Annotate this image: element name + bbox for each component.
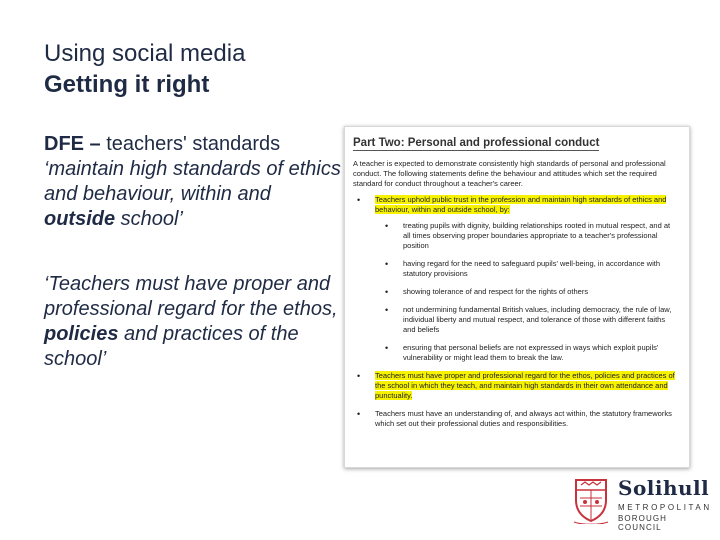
document-excerpt bbox=[344, 126, 690, 468]
quote-ethos bbox=[44, 272, 344, 372]
bullet-icon: • bbox=[385, 305, 389, 315]
quote1-part2: school’ bbox=[115, 208, 183, 230]
crest-icon bbox=[572, 476, 610, 524]
slide-title bbox=[44, 38, 245, 100]
logo-name: Solihull bbox=[618, 476, 710, 500]
list-item bbox=[353, 195, 679, 363]
bullet-icon: • bbox=[357, 409, 361, 419]
list-item-text: Teachers must have an understanding of, and always act within, the statutory frameworks which set out their professional duties and responsibilities. bbox=[375, 409, 672, 428]
standards-label: teachers' standards bbox=[106, 133, 281, 155]
bullet-icon: • bbox=[385, 259, 389, 269]
list-item bbox=[381, 287, 679, 297]
bullet-icon: • bbox=[357, 371, 361, 381]
council-logo bbox=[572, 474, 712, 532]
logo-subtitle-2: BOROUGH COUNCIL bbox=[618, 514, 668, 532]
sub-list bbox=[381, 221, 679, 363]
sub-item-text: treating pupils with dignity, building relationships rooted in mutual respect, and at all times observing proper boundaries appropriate to a teacher's professional position bbox=[403, 221, 671, 250]
conduct-list bbox=[353, 195, 679, 429]
list-item-text: Teachers uphold public trust in the profession and maintain high standards of ethics and behaviour, within and outside school, by: bbox=[375, 195, 667, 214]
bullet-icon: • bbox=[357, 195, 361, 205]
bullet-icon: • bbox=[385, 221, 389, 231]
sub-item-text: showing tolerance of and respect for the rights of others bbox=[403, 287, 589, 296]
sub-item-text: ensuring that personal beliefs are not expressed in ways which exploit pupils' vulnerability or might lead them to break the law. bbox=[403, 343, 659, 362]
list-item bbox=[353, 409, 679, 429]
dash: – bbox=[84, 133, 107, 155]
quote2-part1: ‘Teachers must have proper and professional regard for the ethos, bbox=[44, 273, 338, 320]
sub-item-text: not undermining fundamental British values, including democracy, the rule of law, individual liberty and mutual respect, and tolerance of those with different faiths and beliefs bbox=[403, 305, 672, 334]
title-line-1: Using social media bbox=[44, 40, 246, 67]
bullet-icon: • bbox=[385, 343, 389, 353]
list-item bbox=[353, 371, 679, 401]
quote1-part1: ‘maintain high standards of ethics and behaviour, within and bbox=[44, 158, 341, 205]
title-line-2: Getting it right bbox=[44, 71, 210, 98]
dfe-heading bbox=[44, 132, 344, 157]
list-item bbox=[381, 305, 679, 335]
list-item bbox=[381, 221, 679, 251]
quote2-part2: and practices of the school’ bbox=[44, 323, 299, 370]
quote1-bold: outside bbox=[44, 208, 116, 230]
list-item-text: Teachers must have proper and professional regard for the ethos, policies and practices of the school in which they teach, and maintain high standards in their own attendance and punctuality. bbox=[375, 371, 675, 400]
logo-subtitle-1: METROPOLITAN bbox=[618, 503, 712, 512]
dfe-label: DFE bbox=[44, 133, 84, 155]
bullet-icon: • bbox=[385, 287, 389, 297]
quote2-bold: policies bbox=[44, 323, 119, 345]
list-item bbox=[381, 343, 679, 363]
document-intro: A teacher is expected to demonstrate consistently high standards of personal and professional conduct. The following statements define the behaviour and attitudes which set the required standard for conduct throughout a teacher's career. bbox=[353, 159, 666, 188]
quote-standards bbox=[44, 157, 344, 232]
document-heading: Part Two: Personal and professional conduct bbox=[353, 137, 600, 149]
sub-item-text: having regard for the need to safeguard pupils' well-being, in accordance with statutory provisions bbox=[403, 259, 661, 278]
slide-body bbox=[44, 132, 344, 372]
list-item bbox=[381, 259, 679, 279]
